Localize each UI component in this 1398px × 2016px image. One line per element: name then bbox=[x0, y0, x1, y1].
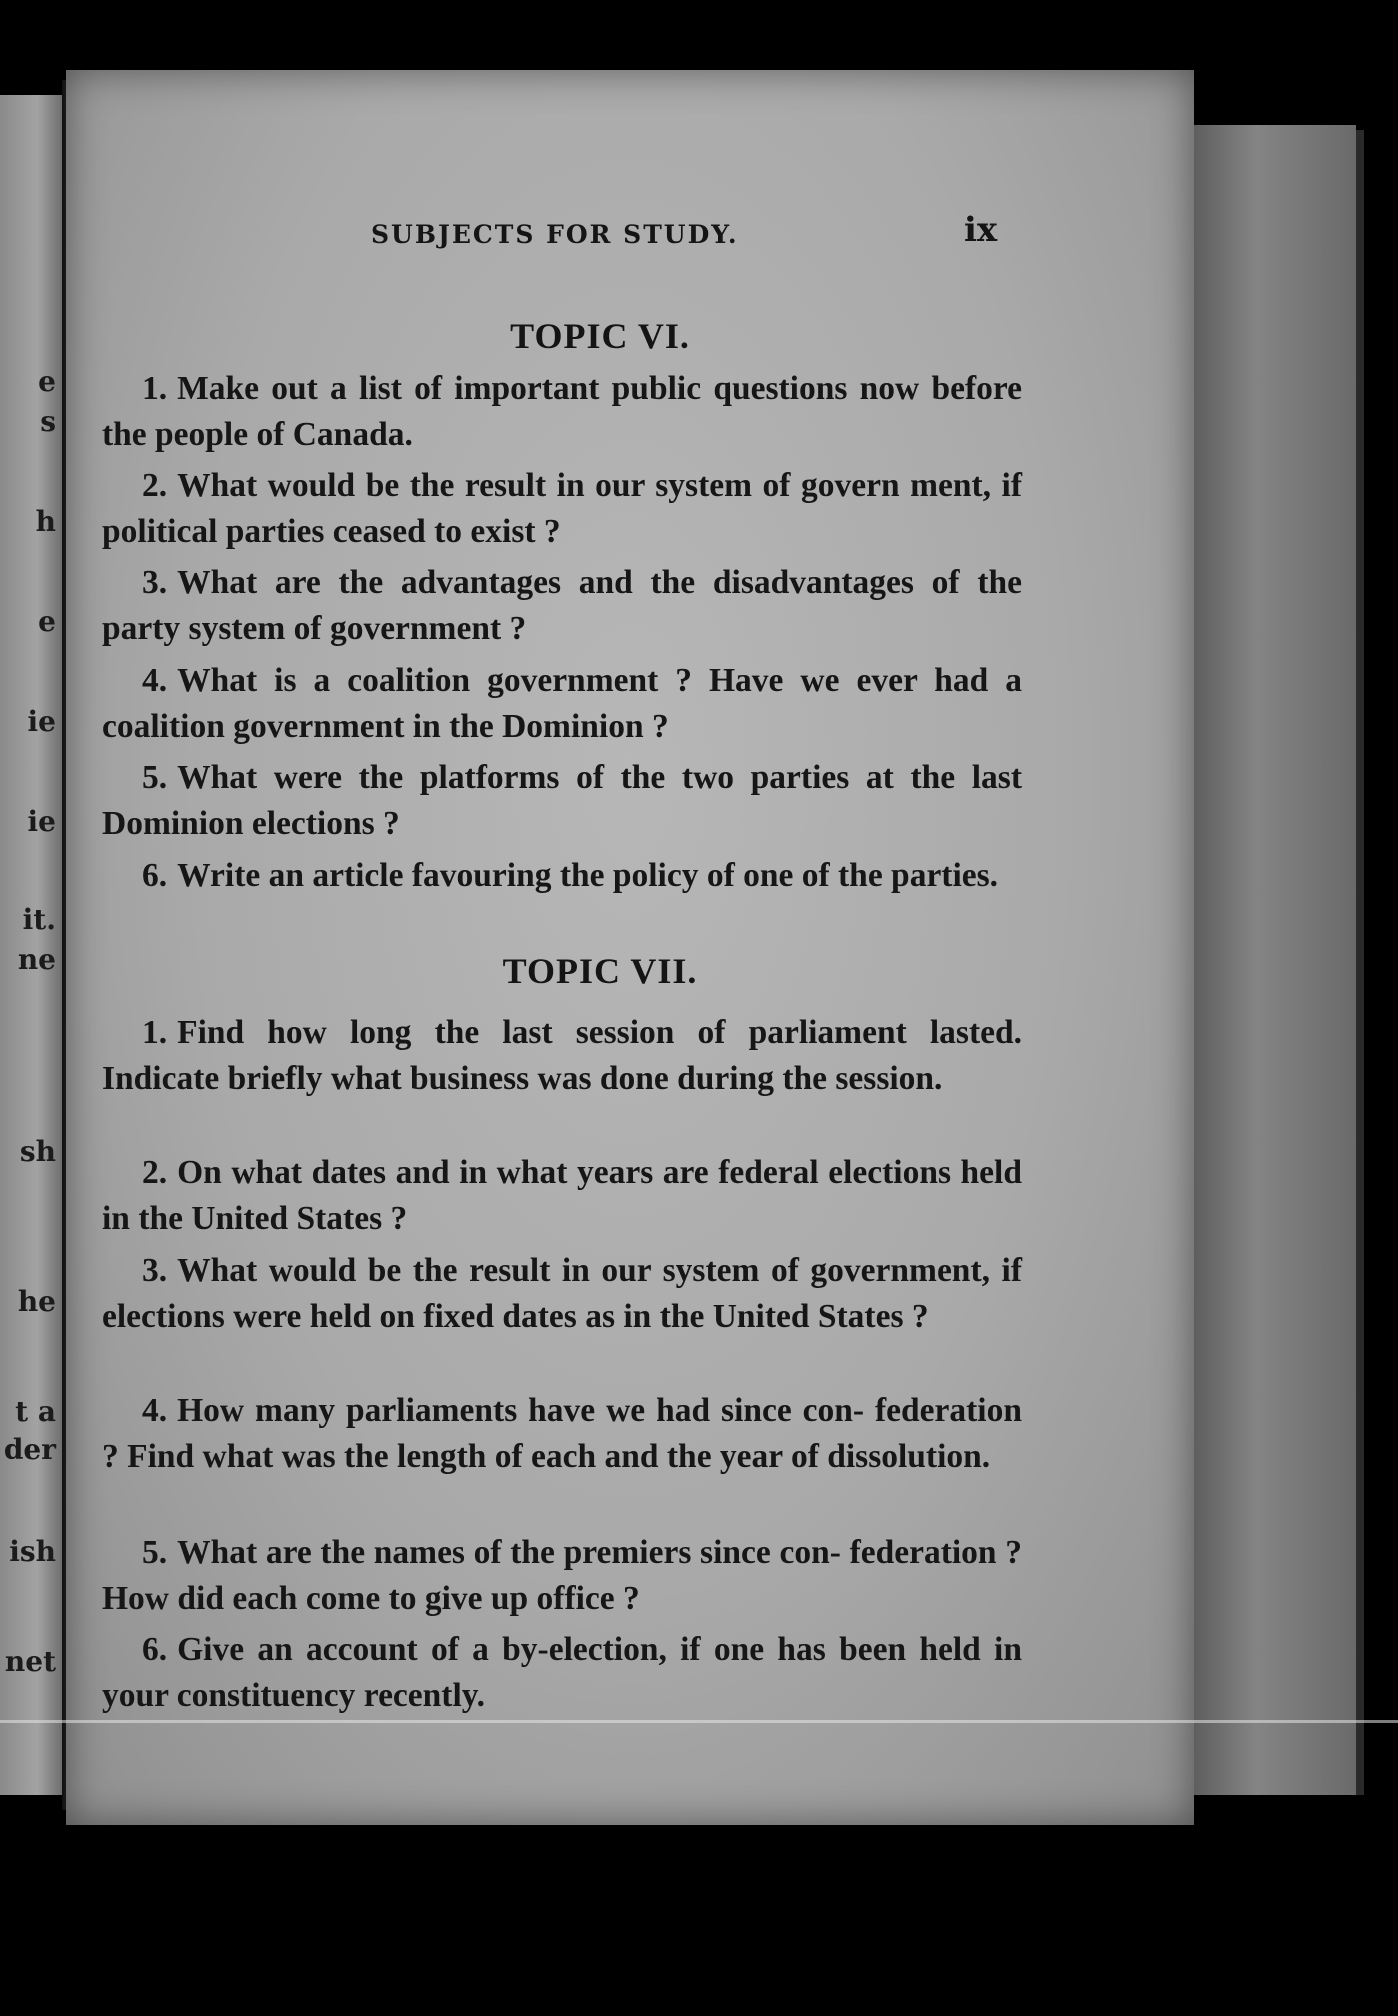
topic-heading: TOPIC VII. bbox=[502, 951, 698, 991]
left-fragment: he bbox=[17, 1285, 56, 1318]
left-fragment: net bbox=[4, 1645, 56, 1678]
question: 5. What are the names of the premiers since con- federation ? How did each come to give up office ? bbox=[102, 1534, 1022, 1617]
question: 4. What is a coalition government ? Have we ever had a coalition government in the Dominion ? bbox=[102, 662, 1022, 745]
left-fragment: der bbox=[3, 1433, 56, 1466]
left-fragment: ie bbox=[27, 805, 56, 838]
left-fragment: it. bbox=[22, 903, 56, 936]
left-fragment: e bbox=[38, 605, 56, 638]
left-fragment: s bbox=[40, 405, 56, 438]
page-number: ix bbox=[964, 210, 998, 250]
question: 1. Make out a list of important public questions now before the people of Canada. bbox=[102, 370, 1022, 453]
left-fragment: e bbox=[38, 365, 56, 398]
left-fragment: ie bbox=[27, 705, 56, 738]
question: 2. What would be the result in our system of govern ment, if political parties ceased to exist ? bbox=[102, 467, 1022, 550]
stacked-page-edge bbox=[1190, 125, 1356, 1795]
question: 2. On what dates and in what years are federal elections held in the United States ? bbox=[102, 1154, 1022, 1237]
book-page bbox=[66, 70, 1194, 1825]
topic-heading: TOPIC VI. bbox=[510, 316, 690, 356]
left-fragment: ne bbox=[17, 943, 56, 976]
question: 1. Find how long the last session of parliament lasted. Indicate briefly what business was done during the session. bbox=[102, 1014, 1022, 1097]
question: 6. Write an article favouring the policy of one of the parties. bbox=[142, 857, 999, 894]
left-fragment: ish bbox=[9, 1535, 56, 1568]
question: 3. What would be the result in our system of government, if elections were held on fixed dates as in the United States ? bbox=[102, 1252, 1022, 1335]
left-fragment: sh bbox=[19, 1135, 56, 1168]
question: 6. Give an account of a by-election, if one has been held in your constituency recently. bbox=[102, 1631, 1022, 1714]
page-edge-shadow bbox=[1356, 130, 1364, 1795]
question: 4. How many parliaments have we had since con- federation ? Find what was the length of each and the year of dissolution. bbox=[102, 1392, 1022, 1475]
question: 5. What were the platforms of the two parties at the last Dominion elections ? bbox=[102, 759, 1022, 842]
left-fragment: t a bbox=[15, 1395, 56, 1428]
running-head: SUBJECTS FOR STUDY. bbox=[371, 220, 739, 249]
scan-artifact-line bbox=[0, 1720, 1398, 1723]
question: 3. What are the advantages and the disadvantages of the party system of government ? bbox=[102, 564, 1022, 647]
left-fragment: h bbox=[35, 505, 56, 538]
